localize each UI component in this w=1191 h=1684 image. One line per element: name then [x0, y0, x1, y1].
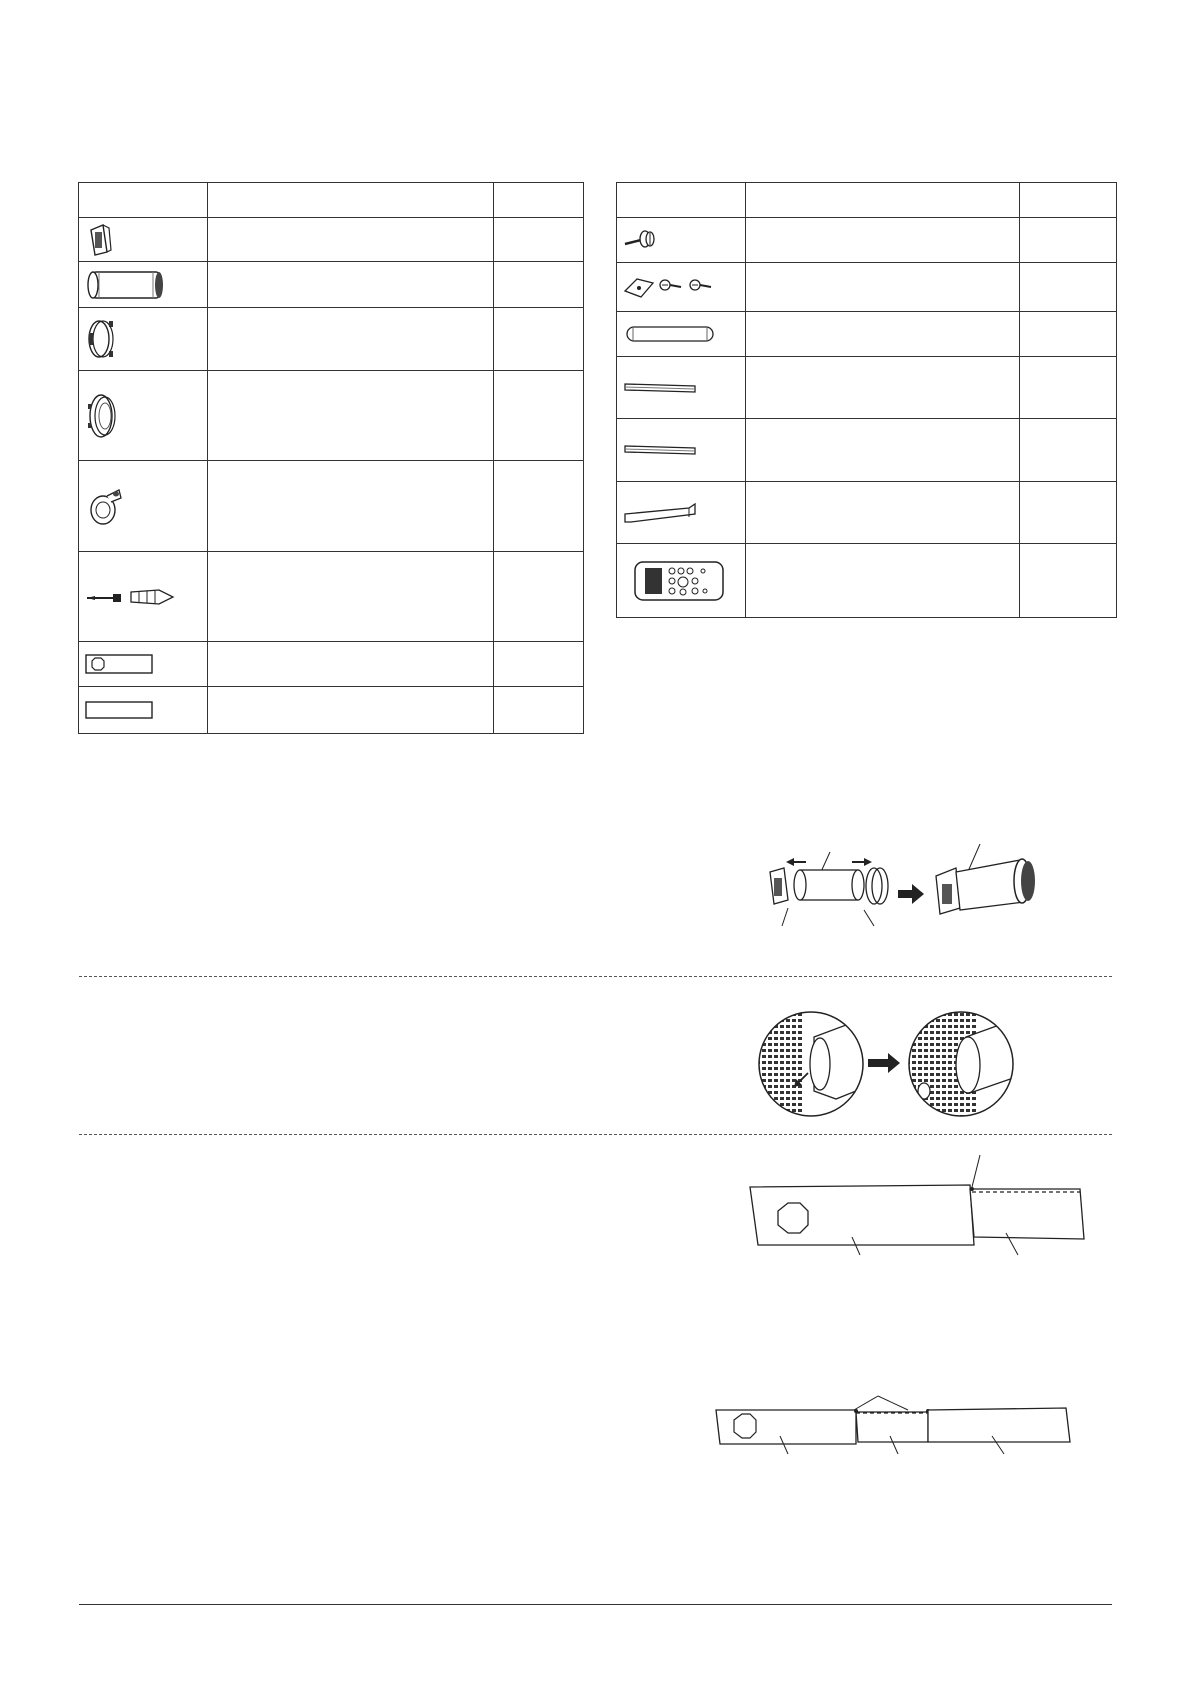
quantity-cell	[1020, 357, 1117, 419]
quantity-cell	[494, 642, 584, 687]
quantity-cell	[494, 218, 584, 262]
quantity-cell	[494, 687, 584, 734]
window-adapter-icon	[79, 218, 208, 262]
description-cell	[746, 419, 1020, 482]
description-cell	[746, 263, 1020, 312]
accessories-table-left	[78, 182, 584, 734]
exhaust-hose-icon	[79, 262, 208, 308]
footer-rule	[79, 1604, 1112, 1605]
section-divider	[79, 976, 1112, 977]
description-cell	[746, 482, 1020, 544]
remote-control-icon	[617, 544, 746, 618]
header-cell	[494, 183, 584, 218]
slider-panel-icon	[79, 687, 208, 734]
description-cell	[208, 687, 494, 734]
description-cell	[208, 642, 494, 687]
header-cell	[746, 183, 1020, 218]
description-cell	[746, 357, 1020, 419]
header-cell	[208, 183, 494, 218]
quantity-cell	[1020, 218, 1117, 263]
quantity-cell	[1020, 263, 1117, 312]
quantity-cell	[1020, 544, 1117, 618]
bolt-icon	[617, 218, 746, 263]
table-row	[617, 544, 1117, 618]
foam-bar-icon	[617, 482, 746, 544]
table-row	[79, 218, 584, 262]
description-cell	[208, 218, 494, 262]
seal-strip-icon	[617, 419, 746, 482]
table-row	[79, 461, 584, 552]
quantity-cell	[494, 308, 584, 371]
description-cell	[746, 544, 1020, 618]
slider-panel-with-hole-icon	[79, 642, 208, 687]
quantity-cell	[494, 371, 584, 461]
quantity-cell	[1020, 312, 1117, 357]
quantity-cell	[1020, 482, 1117, 544]
table-row	[617, 482, 1117, 544]
description-cell	[208, 262, 494, 308]
table-row	[617, 263, 1117, 312]
table-row	[617, 312, 1117, 357]
quantity-cell	[494, 461, 584, 552]
table-row	[617, 357, 1117, 419]
header-cell	[1020, 183, 1117, 218]
seal-strip-icon	[617, 357, 746, 419]
quantity-cell	[494, 262, 584, 308]
drain-plug-icon	[79, 461, 208, 552]
accessories-table-right	[616, 182, 1117, 618]
hose-assembly-figure	[758, 838, 1048, 934]
header-cell	[79, 183, 208, 218]
table-row	[617, 218, 1117, 263]
table-row	[79, 371, 584, 461]
table-header-row	[617, 183, 1117, 218]
hose-connector-icon	[79, 308, 208, 371]
extended-slider-figure	[714, 1386, 1074, 1460]
window-slider-figure	[748, 1153, 1088, 1259]
quantity-cell	[494, 552, 584, 642]
table-row	[79, 308, 584, 371]
table-row	[617, 419, 1117, 482]
section-divider	[79, 1134, 1112, 1135]
hose-to-unit-figure	[756, 1007, 1018, 1121]
table-row	[79, 687, 584, 734]
header-cell	[617, 183, 746, 218]
foam-seal-icon	[617, 312, 746, 357]
description-cell	[746, 312, 1020, 357]
description-cell	[208, 461, 494, 552]
round-flange-icon	[79, 371, 208, 461]
table-row	[79, 552, 584, 642]
description-cell	[208, 552, 494, 642]
quantity-cell	[1020, 419, 1117, 482]
table-row	[79, 642, 584, 687]
description-cell	[208, 371, 494, 461]
table-row	[79, 262, 584, 308]
bracket-and-screws-icon	[617, 263, 746, 312]
screw-and-anchor-icon	[79, 552, 208, 642]
description-cell	[746, 218, 1020, 263]
description-cell	[208, 308, 494, 371]
table-header-row	[79, 183, 584, 218]
